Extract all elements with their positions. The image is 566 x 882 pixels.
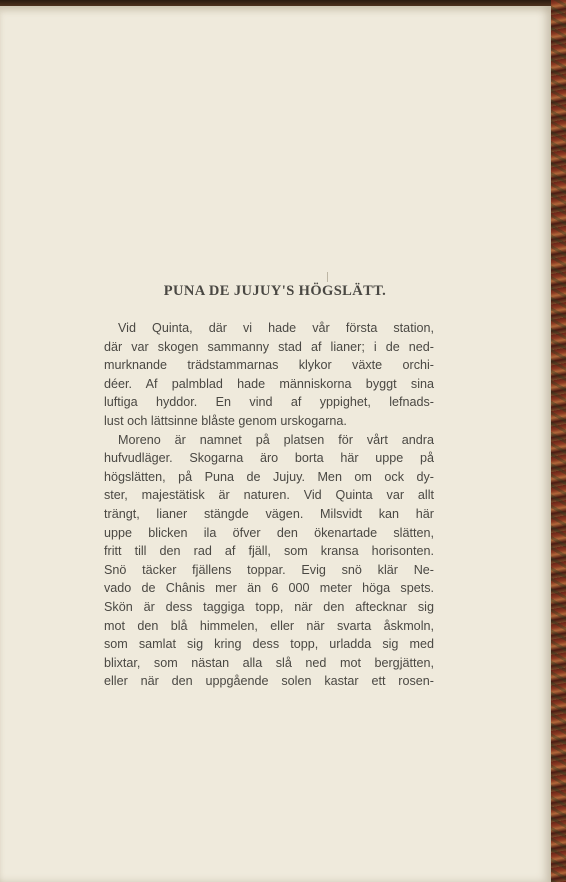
text-line: uppe blicken ila öfver den ökenartade slätten, xyxy=(104,525,434,540)
chapter-heading: PUNA DE JUJUY'S HÖGSLÄTT. xyxy=(163,283,387,299)
text-line: murknande trädstammarnas klykor växte orchi- xyxy=(104,358,434,373)
text-line: Skön är dess taggiga topp, när den aftecknar sig xyxy=(104,599,434,614)
page-text-block xyxy=(104,283,434,691)
text-line: Snö täcker fjällens toppar. Evig snö klär Ne- xyxy=(104,562,434,577)
text-line: hufvudläger. Skogarna äro borta här uppe på xyxy=(104,451,434,466)
text-line: eller när den uppgående solen kastar ett rosen- xyxy=(104,674,434,689)
text-line: mot den blå himmelen, eller när svarta åskmoln, xyxy=(104,618,434,633)
text-line: déer. Af palmblad hade människorna byggt sina xyxy=(104,376,434,391)
body-text xyxy=(104,319,434,691)
text-line: som samlat sig kring dess topp, urladda sig med xyxy=(104,637,434,652)
text-line: ster, majestätisk är naturen. Vid Quinta var allt xyxy=(104,488,434,503)
marbled-binding-edge xyxy=(551,0,566,882)
text-line: högslätten, på Puna de Jujuy. Men om ock dy- xyxy=(104,469,434,484)
text-line: där var skogen sammanny stad af lianer; i de ned- xyxy=(104,339,434,354)
text-line: trängt, lianer stängde vägen. Milsvidt kan här xyxy=(104,506,434,521)
text-line: Moreno är namnet på platsen för vårt andra xyxy=(118,432,434,447)
text-line: blixtar, som nästan alla slå ned mot bergjätten, xyxy=(104,655,434,670)
page-mark xyxy=(327,272,328,282)
text-line: lust och lättsinne blåste genom urskogarna. xyxy=(104,413,347,428)
text-line: luftiga hyddor. En vind af yppighet, lefnads- xyxy=(104,395,434,410)
text-line: Vid Quinta, där vi hade vår första station, xyxy=(118,321,434,335)
text-line: fritt till den rad af fjäll, som kransa horisonten. xyxy=(104,544,434,559)
text-line: vado de Chânis mer än 6 000 meter höga spets. xyxy=(104,581,434,596)
